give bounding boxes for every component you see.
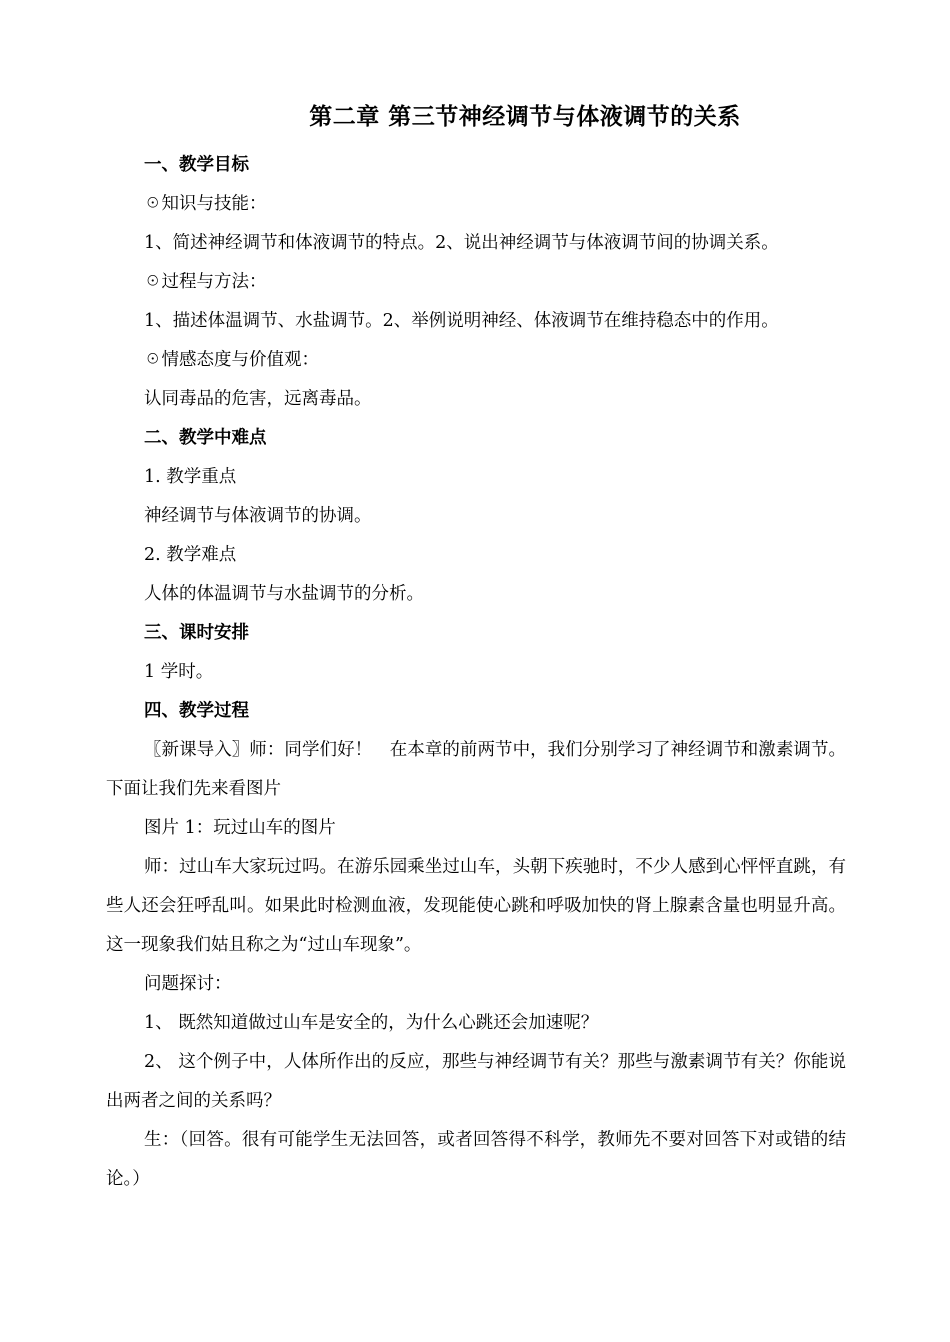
section-heading-process: 四、教学过程	[144, 701, 249, 721]
paragraph-question-heading: 问题探讨：	[144, 974, 232, 994]
difficulty-text: 人体的体温调节与水盐调节的分析。	[144, 584, 424, 604]
process-label: ☉过程与方法：	[144, 272, 267, 292]
key-point-text: 神经调节与体液调节的协调。	[144, 506, 372, 526]
attitude-label: ☉情感态度与价值观：	[144, 350, 319, 370]
paragraph-student: 生：（回答。很有可能学生无法回答，或者回答得不科学，教师先不要对回答下对或错的结论。）	[106, 1130, 846, 1189]
section-heading-key-points: 二、教学中难点	[144, 428, 267, 448]
knowledge-text: 1、简述神经调节和体液调节的特点。2、说出神经调节与体液调节间的协调关系。	[144, 233, 779, 253]
attitude-text: 认同毒品的危害，远离毒品。	[144, 389, 372, 409]
schedule-text: 1 学时。	[144, 662, 214, 682]
document-title: 第二章 第三节神经调节与体液调节的关系	[309, 103, 741, 130]
knowledge-label: ☉知识与技能：	[144, 194, 267, 214]
document-body	[106, 146, 846, 1199]
section-heading-schedule: 三、课时安排	[144, 623, 249, 643]
section-heading-objectives: 一、教学目标	[144, 155, 249, 175]
paragraph-question-1: 1、 既然知道做过山车是安全的，为什么心跳还会加速呢？	[144, 1013, 599, 1033]
paragraph-intro: 〖新课导入〗师：同学们好！ 在本章的前两节中，我们分别学习了神经调节和激素调节。下面让我们先来看图片	[106, 740, 846, 799]
paragraph-picture: 图片 1：玩过山车的图片	[144, 818, 336, 838]
key-point-label: 1. 教学重点	[144, 467, 237, 487]
paragraph-question-2: 2、 这个例子中，人体所作出的反应，那些与神经调节有关？那些与激素调节有关？你能说出两者之间的关系吗？	[106, 1052, 846, 1111]
difficulty-label: 2. 教学难点	[144, 545, 237, 565]
paragraph-teacher: 师：过山车大家玩过吗。在游乐园乘坐过山车，头朝下疾驰时，不少人感到心怦怦直跳，有些人还会狂呼乱叫。如果此时检测血液，发现能使心跳和呼吸加快的肾上腺素含量也明显升高。这一现象我们姑且称之为“过山车现象”。	[106, 857, 846, 955]
process-text: 1、描述体温调节、水盐调节。2、举例说明神经、体液调节在维持稳态中的作用。	[144, 311, 779, 331]
